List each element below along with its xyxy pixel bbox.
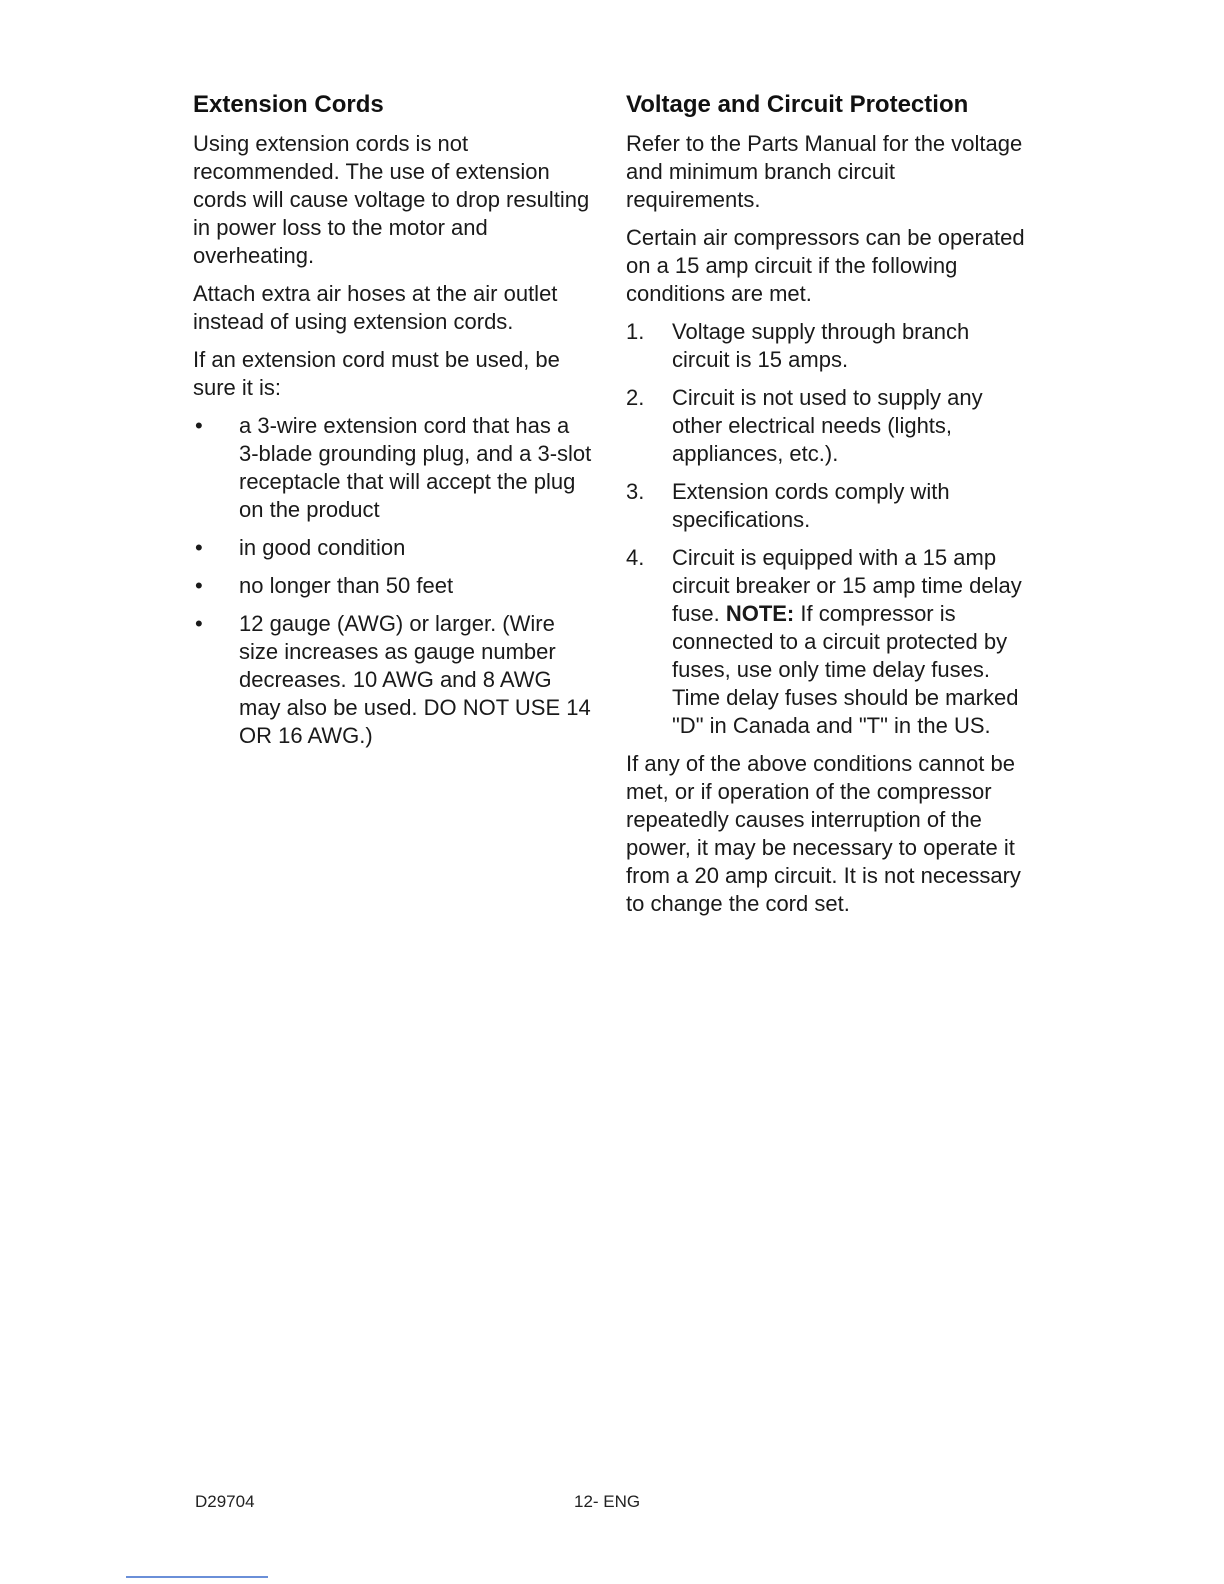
extension-cords-section <box>193 88 593 760</box>
list-item <box>193 412 593 524</box>
extension-cords-paragraph-3: If an extension cord must be used, be sure it is: <box>193 347 560 400</box>
note-label: NOTE: <box>725 601 795 626</box>
list-item <box>626 544 1026 740</box>
bullet-icon: • <box>195 413 203 438</box>
list-number: 2. <box>626 385 645 410</box>
list-item-text: Voltage supply through branch circuit is 15 amps. <box>672 319 970 372</box>
voltage-paragraph-2: Certain air compressors can be operated on a 15 amp circuit if the following conditions are met. <box>626 225 1025 306</box>
list-number: 1. <box>626 319 645 344</box>
list-item-text: a 3-wire extension cord that has a 3-blade grounding plug, and a 3-slot receptacle that will accept the plug on the product <box>239 413 592 522</box>
list-item-text: 12 gauge (AWG) or larger. (Wire size increases as gauge number decreases. 10 AWG and 8 AWG may also be used. DO NOT USE 14 OR 16 AWG.) <box>239 611 591 748</box>
list-item-text-before-note: Circuit is equipped with a 15 amp circuit breaker or 15 amp time delay fuse. <box>672 545 1022 626</box>
extension-cords-heading: Extension Cords <box>193 91 384 118</box>
list-item <box>193 572 593 600</box>
voltage-circuit-protection-section <box>626 88 1026 928</box>
extension-cords-paragraph-2: Attach extra air hoses at the air outlet instead of using extension cords. <box>193 281 558 334</box>
list-item-text: Circuit is not used to supply any other electrical needs (lights, appliances, etc.). <box>672 385 983 466</box>
conditions-list <box>626 318 1026 740</box>
list-item <box>626 478 1026 534</box>
extension-cords-paragraph-1: Using extension cords is not recommended. The use of extension cords will cause voltage to drop resulting in power loss to the motor and overheating. <box>193 131 590 268</box>
list-item-text: in good condition <box>239 535 406 560</box>
list-number: 3. <box>626 479 645 504</box>
voltage-paragraph-3: If any of the above conditions cannot be met, or if operation of the compressor repeatedly causes interruption of the power, it may be necessary to operate it from a 20 amp circuit. It is not necessary to change the cord set. <box>626 751 1021 916</box>
list-item <box>193 534 593 562</box>
voltage-circuit-heading: Voltage and Circuit Protection <box>626 91 969 118</box>
page-number: 12- ENG <box>574 1492 641 1511</box>
list-item-text: no longer than 50 feet <box>239 573 454 598</box>
list-number: 4. <box>626 545 645 570</box>
list-item-text: Extension cords comply with specifications. <box>672 479 950 532</box>
bullet-icon: • <box>195 611 203 636</box>
list-item <box>626 384 1026 468</box>
bullet-icon: • <box>195 573 203 598</box>
list-item <box>193 610 593 750</box>
bullet-icon: • <box>195 535 203 560</box>
list-item-text-after-note: If compressor is connected to a circuit protected by fuses, use only time delay fuses. Time delay fuses should be marked "D" in Canada and "T" in the US. <box>672 601 1019 738</box>
divider <box>126 1576 268 1578</box>
model-number: D29704 <box>195 1492 255 1511</box>
voltage-paragraph-1: Refer to the Parts Manual for the voltage and minimum branch circuit requirements. <box>626 131 1023 212</box>
extension-cord-requirements-list <box>193 412 593 750</box>
list-item <box>626 318 1026 374</box>
